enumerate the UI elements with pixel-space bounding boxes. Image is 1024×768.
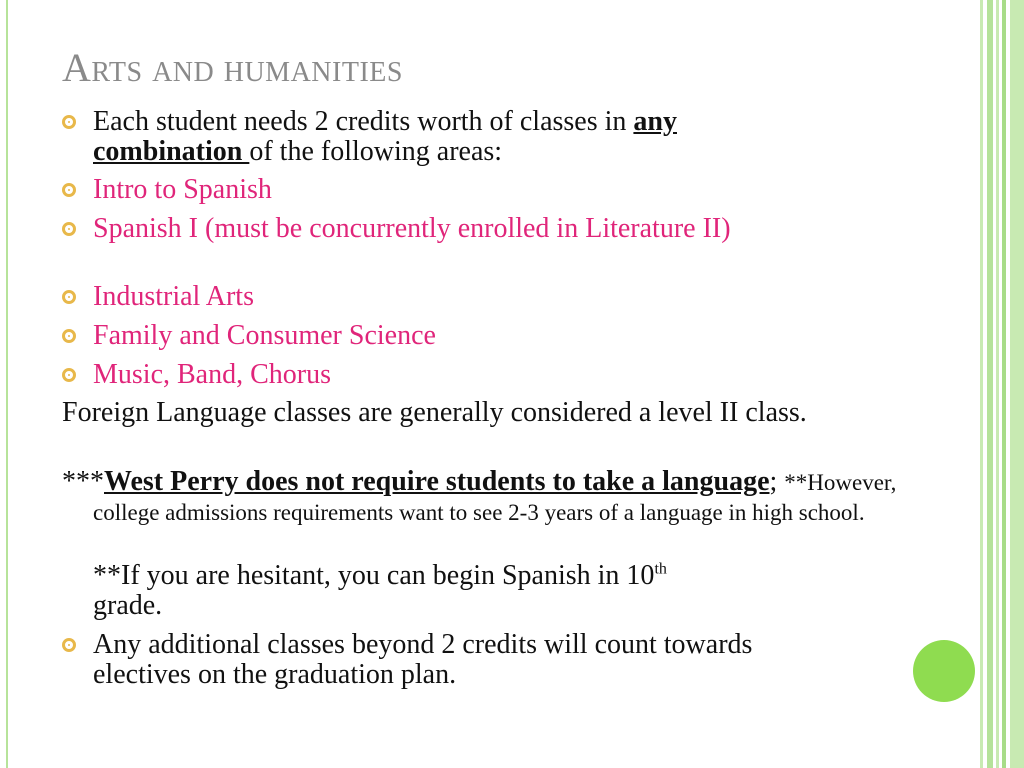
- credits-bold-any: any: [633, 106, 677, 137]
- list-item-credits: [93, 107, 893, 167]
- stripe: [980, 0, 983, 768]
- title-word-3: HUMANITIES: [223, 57, 403, 88]
- title-word-1: RTS: [91, 57, 143, 88]
- credits-bold-combination: combination: [93, 136, 250, 167]
- list-item-area: Industrial Arts: [93, 281, 254, 312]
- west-perry-small: However, college admissions requirements want to see 2-3 years of a language in high school.: [93, 470, 897, 525]
- decorative-stripes: [980, 0, 1024, 768]
- stripe: [996, 0, 999, 768]
- west-perry-stars: **: [784, 470, 808, 495]
- credits-text-a: Each student needs 2 credits worth of classes in: [93, 106, 634, 137]
- stripe: [987, 0, 993, 768]
- list-item-area: Family and Consumer Science: [93, 320, 436, 351]
- list-item-area: Music, Band, Chorus: [93, 359, 331, 390]
- decorative-green-circle: [913, 640, 975, 702]
- hesitant-sup: th: [654, 560, 667, 578]
- foreign-language-note: Foreign Language classes are generally considered a level II class.: [62, 397, 807, 428]
- bullet-icon: [62, 183, 76, 197]
- stripe: [1002, 0, 1006, 768]
- credits-text-b: of the following areas:: [249, 136, 503, 167]
- bullet-icon: [62, 638, 76, 652]
- bullet-icon: [62, 115, 76, 129]
- list-item-area: Spanish I (must be concurrently enrolled in Literature II): [93, 213, 731, 244]
- left-border-line: [6, 0, 8, 768]
- bullet-icon: [62, 222, 76, 236]
- stripe: [1010, 0, 1024, 768]
- west-perry-semicolon: ;: [769, 466, 785, 497]
- hesitant-note: [93, 561, 853, 621]
- bullet-icon: [62, 368, 76, 382]
- west-perry-note: [62, 467, 923, 527]
- west-perry-bold: West Perry does not require students to take a language: [104, 466, 770, 497]
- hesitant-text-b: grade.: [93, 590, 163, 621]
- bullet-icon: [62, 329, 76, 343]
- list-item-additional: Any additional classes beyond 2 credits will count towards electives on the graduation plan.: [93, 629, 753, 690]
- west-perry-prefix: ***: [62, 466, 104, 497]
- list-item-area: Intro to Spanish: [93, 174, 272, 205]
- bullet-icon: [62, 290, 76, 304]
- hesitant-text-a: **If you are hesitant, you can begin Spanish in 10: [93, 560, 655, 591]
- title-word-2: AND: [152, 57, 215, 88]
- title-first-letter: A: [62, 45, 92, 90]
- slide-title: [62, 44, 403, 91]
